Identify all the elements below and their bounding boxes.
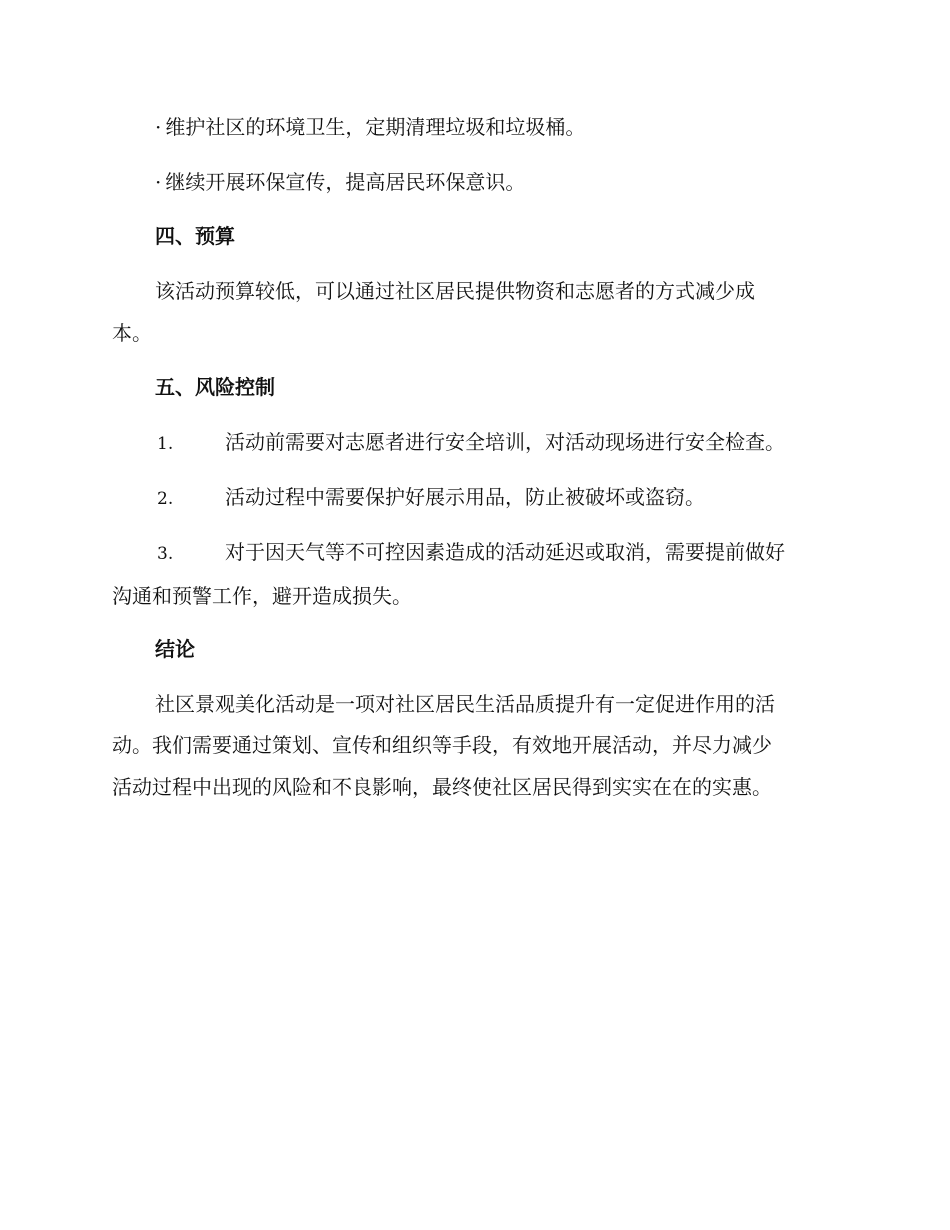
section-heading-risk-control: 五、风险控制 xyxy=(155,375,275,399)
numbered-item xyxy=(157,421,877,465)
numbered-item xyxy=(157,476,877,520)
item-number: 3. xyxy=(157,544,174,564)
paragraph-line: 活动过程中出现的风险和不良影响，最终使社区居民得到实实在在的实惠。 xyxy=(112,775,772,799)
paragraph-line: 本。 xyxy=(112,321,152,345)
item-text: 活动前需要对志愿者进行安全培训，对活动现场进行安全检查。 xyxy=(225,430,785,454)
bullet-text: 维护社区的环境卫生，定期清理垃圾和垃圾桶。 xyxy=(165,115,586,139)
section-heading-budget: 四、预算 xyxy=(155,224,235,248)
section-heading-conclusion: 结论 xyxy=(155,637,195,661)
numbered-item xyxy=(157,531,877,575)
item-number: 1. xyxy=(157,434,174,454)
item-number: 2. xyxy=(157,489,174,509)
bullet-text: 继续开展环保宣传，提高居民环保意识。 xyxy=(165,170,526,194)
bullet-item xyxy=(155,106,875,148)
item-continuation: 沟通和预警工作，避开造成损失。 xyxy=(112,584,412,608)
paragraph-line: 社区景观美化活动是一项对社区居民生活品质提升有一定促进作用的活 xyxy=(155,692,775,716)
bullet-item xyxy=(155,161,875,203)
item-text: 活动过程中需要保护好展示用品，防止被破坏或盗窃。 xyxy=(225,485,705,509)
item-text: 对于因天气等不可控因素造成的活动延迟或取消，需要提前做好 xyxy=(225,540,785,564)
paragraph-line: 该活动预算较低，可以通过社区居民提供物资和志愿者的方式减少成 xyxy=(155,279,755,303)
bullet-dot: · xyxy=(155,170,162,194)
bullet-dot: · xyxy=(155,115,162,139)
paragraph-line: 动。我们需要通过策划、宣传和组织等手段，有效地开展活动，并尽力减少 xyxy=(112,733,772,757)
